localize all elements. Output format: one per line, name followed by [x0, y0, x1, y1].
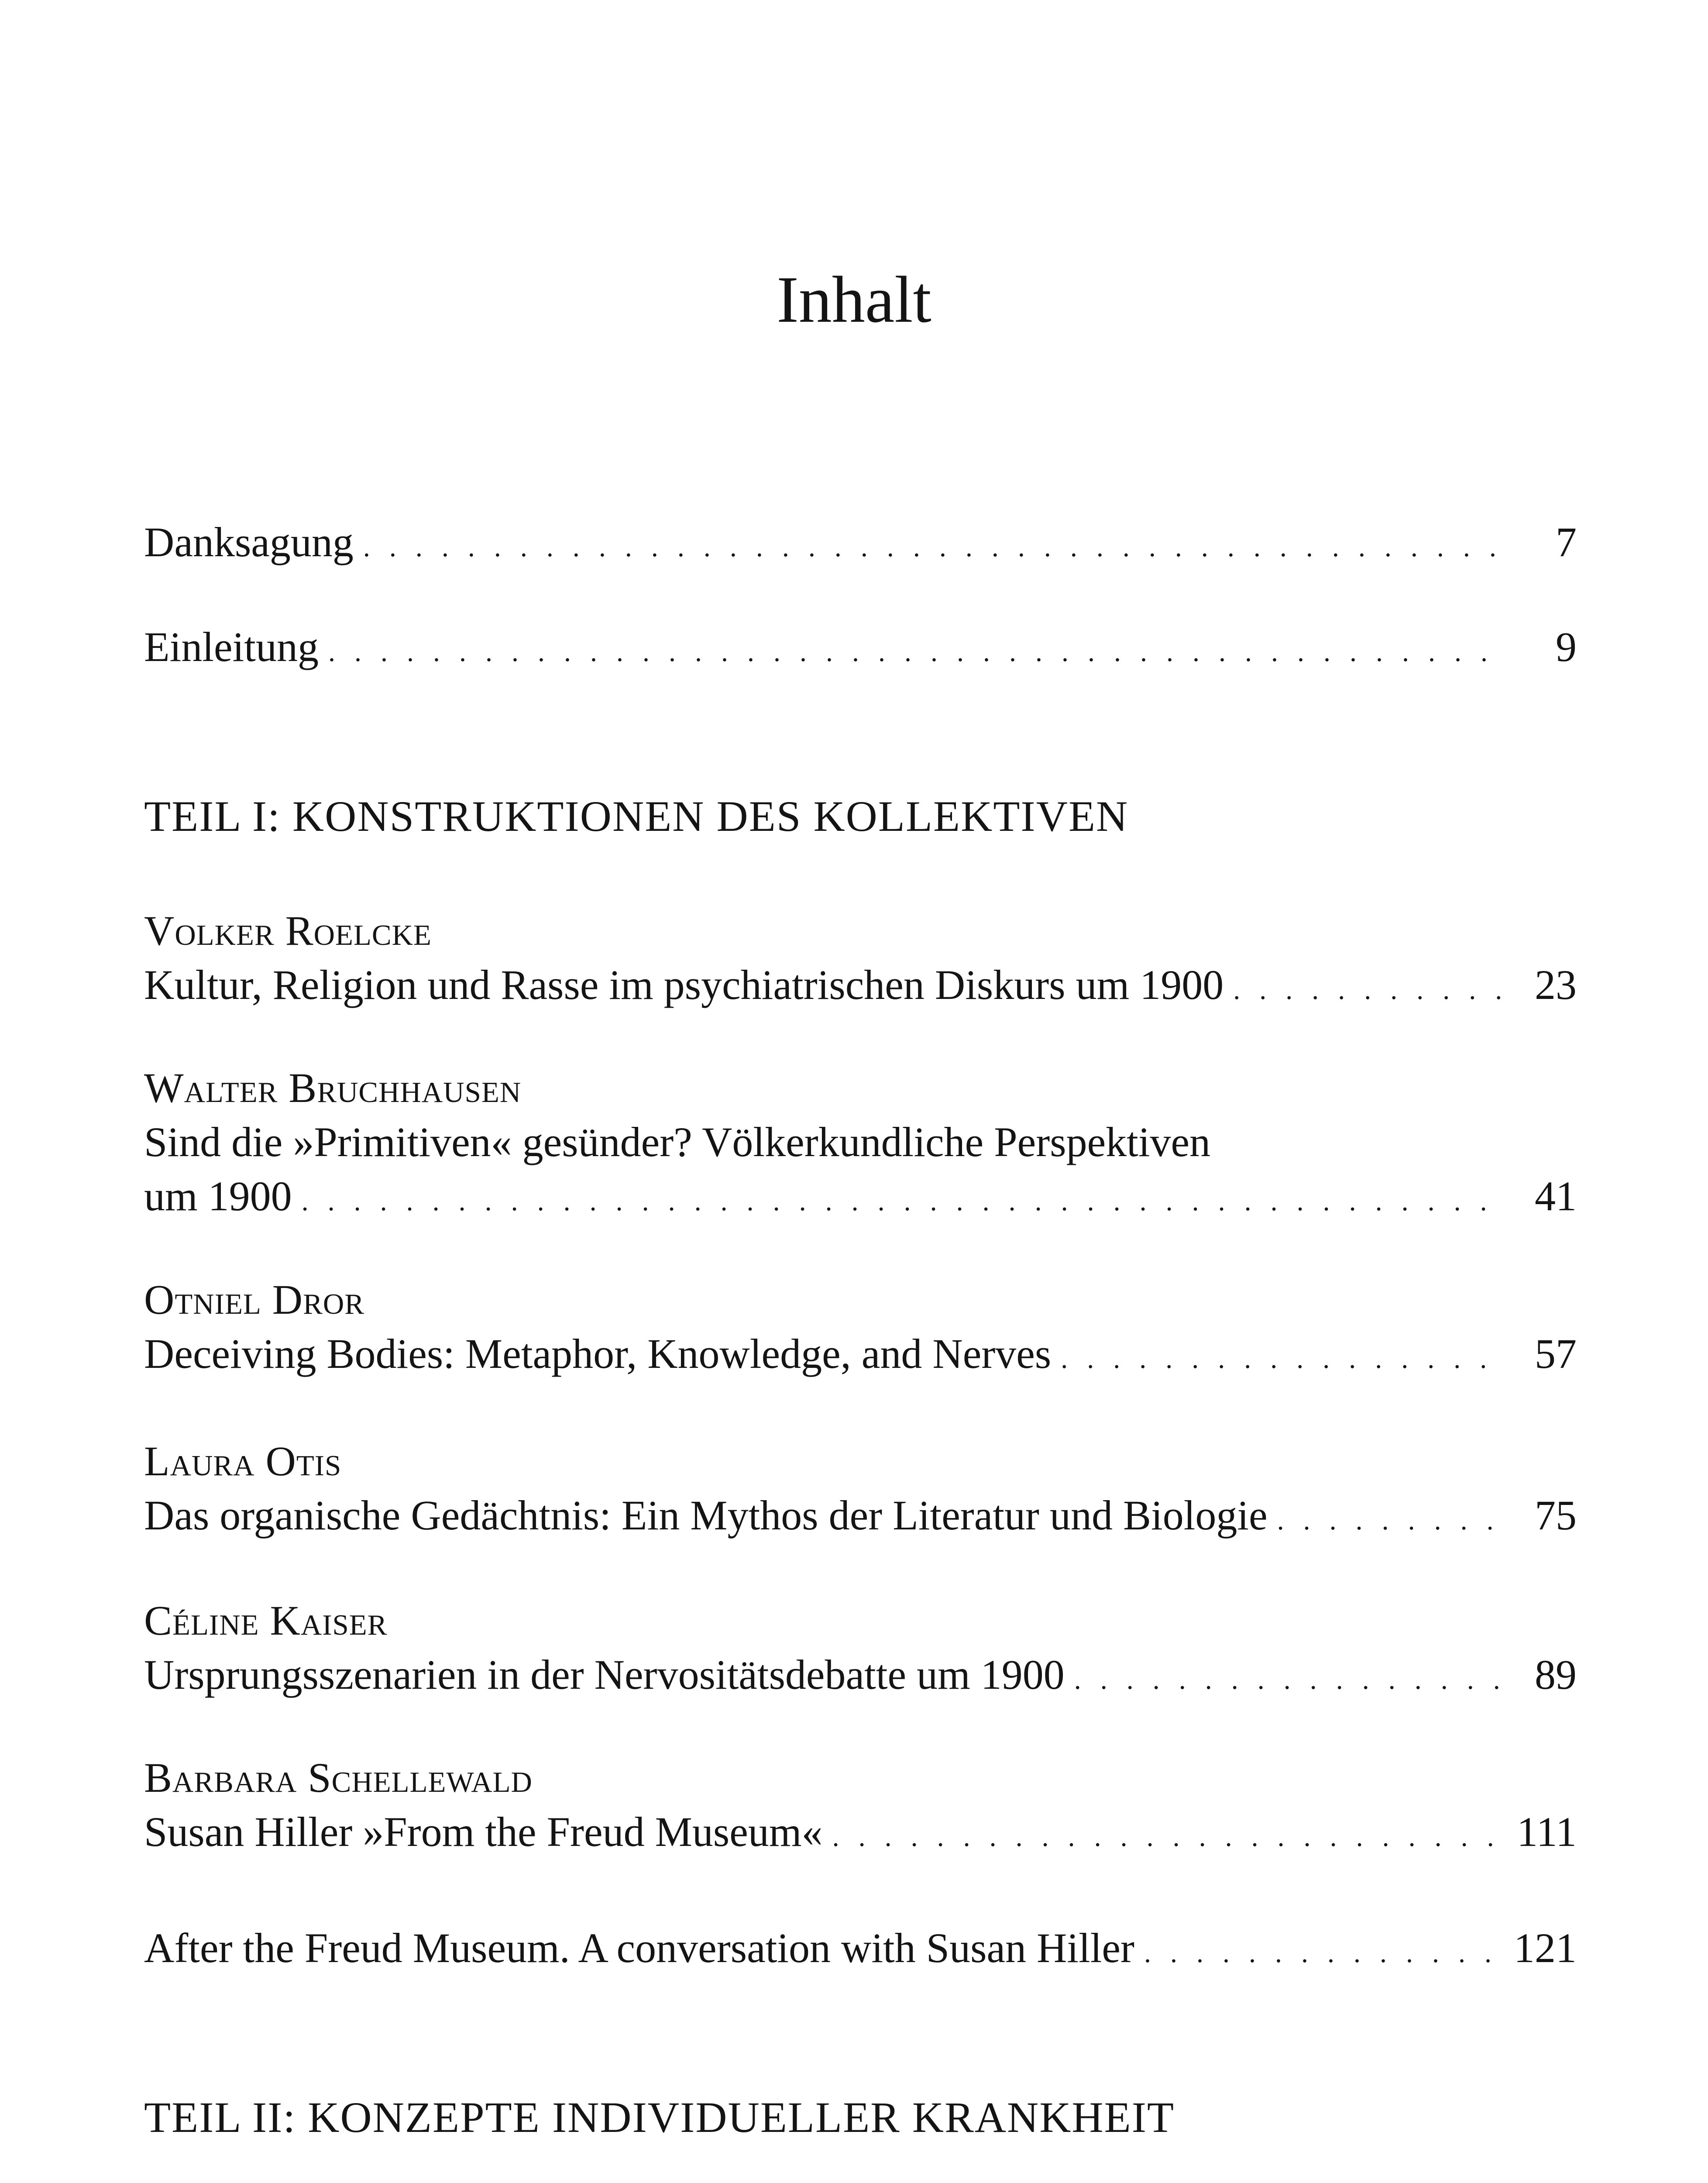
toc-entry-einleitung[interactable] — [144, 620, 1577, 679]
page-title: Inhalt — [777, 263, 931, 336]
leader-dots — [1277, 1493, 1503, 1547]
toc-entry-danksagung[interactable] — [144, 515, 1577, 574]
entry-author: Barbara Schellewald — [144, 1754, 533, 1801]
toc-entry-dror[interactable] — [144, 1273, 1577, 1386]
leader-dots — [1074, 1653, 1503, 1707]
entry-title: Kultur, Religion und Rasse im psychiatrischen Diskurs um 1900 — [144, 961, 1224, 1008]
entry-author: Walter Bruchhausen — [144, 1064, 522, 1111]
page-number: 57 — [1535, 1330, 1577, 1377]
entry-title-line: Sind die »Primitiven« gesünder? Völkerkundliche Perspektiven — [144, 1119, 1211, 1165]
entry-title: After the Freud Museum. A conversation with Susan Hiller — [144, 1925, 1134, 1971]
entry-title: Einleitung — [144, 623, 319, 670]
page-number: 7 — [1556, 519, 1577, 565]
leader-dots — [1061, 1332, 1503, 1386]
leader-dots — [302, 1174, 1503, 1228]
page-number: 9 — [1556, 623, 1577, 670]
page-number: 111 — [1517, 1808, 1577, 1855]
toc-entry-schellewald[interactable] — [144, 1751, 1577, 1864]
page-number: 23 — [1535, 961, 1577, 1008]
part-heading-2: TEIL II: KONZEPTE INDIVIDUELLER KRANKHEIT — [144, 2093, 1175, 2142]
entry-author: Céline Kaiser — [144, 1597, 388, 1644]
toc-entry-otis[interactable] — [144, 1434, 1577, 1547]
part-heading-1: TEIL I: KONSTRUKTIONEN DES KOLLEKTIVEN — [144, 792, 1129, 840]
entry-title: Deceiving Bodies: Metaphor, Knowledge, and Nerves — [144, 1330, 1052, 1377]
page-number: 75 — [1535, 1492, 1577, 1539]
entry-author: Volker Roelcke — [144, 907, 432, 954]
page-number: 89 — [1535, 1651, 1577, 1698]
entry-title: Danksagung — [144, 519, 354, 565]
entry-author: Laura Otis — [144, 1438, 342, 1484]
toc-entry-kaiser[interactable] — [144, 1594, 1577, 1707]
leader-dots — [832, 1810, 1503, 1864]
toc-entry-conversation[interactable] — [144, 1921, 1577, 1980]
page-number: 121 — [1514, 1925, 1577, 1971]
entry-title: Susan Hiller »From the Freud Museum« — [144, 1808, 823, 1855]
leader-dots — [1233, 963, 1503, 1017]
entry-title: Das organische Gedächtnis: Ein Mythos der Literatur und Biologie — [144, 1492, 1268, 1539]
leader-dots — [1144, 1926, 1503, 1980]
toc-entry-roelcke[interactable] — [144, 904, 1577, 1017]
entry-title: um 1900 — [144, 1173, 292, 1219]
leader-dots — [363, 520, 1503, 574]
toc-entry-bruchhausen[interactable] — [144, 1061, 1577, 1228]
page-number: 41 — [1535, 1173, 1577, 1219]
entry-author: Otniel Dror — [144, 1276, 364, 1323]
entry-title: Ursprungsszenarien in der Nervositätsdebatte um 1900 — [144, 1651, 1065, 1698]
leader-dots — [328, 625, 1503, 679]
